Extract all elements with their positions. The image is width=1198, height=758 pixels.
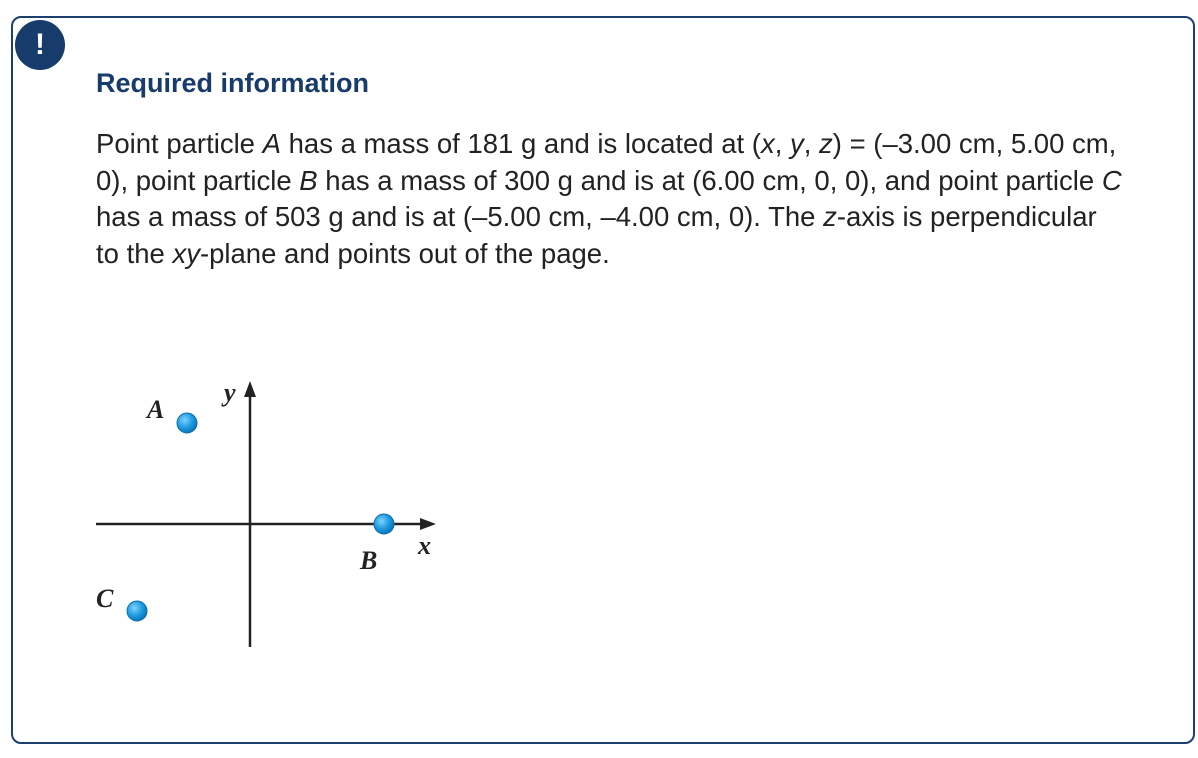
- particle-diagram: [90, 375, 450, 655]
- y-axis-arrowhead: [244, 381, 256, 397]
- particle-a-label: A: [147, 395, 165, 424]
- text-segment: -plane and points out of the page.: [199, 237, 610, 269]
- var-y: y: [790, 128, 804, 159]
- problem-statement: [96, 126, 1126, 272]
- x-axis-label: x: [418, 531, 431, 560]
- var-x: x: [760, 128, 775, 159]
- particle-b: [374, 514, 394, 534]
- y-axis-label: y: [224, 378, 236, 407]
- text-segment: ,: [803, 128, 820, 159]
- var-b: B: [299, 164, 318, 196]
- text-segment: has a mass of 300 g and is at (6.00 cm, 0, 0), and point particle: [317, 164, 1102, 196]
- text-segment: -axis is perpendicular to the: [96, 201, 1097, 269]
- particle-c: [127, 601, 147, 621]
- var-xy: xy: [172, 237, 200, 269]
- text-segment: has a mass of 503 g and is at (–5.00 cm, –4.00 cm, 0). The: [96, 201, 824, 232]
- text-segment: has a mass of 181 g and is located at (: [280, 128, 761, 159]
- var-a: A: [262, 128, 281, 159]
- section-heading: Required information: [96, 68, 370, 98]
- text-segment: Point particle: [96, 128, 263, 159]
- x-axis-arrowhead: [420, 518, 436, 530]
- var-z: z: [819, 128, 833, 159]
- var-c: C: [1101, 164, 1122, 196]
- particle-a: [177, 413, 197, 433]
- text-segment: ) = (–3.00 cm, 5.00 cm, 0), point particle: [96, 128, 1117, 196]
- text-segment: ,: [774, 128, 791, 159]
- alert-icon: !: [15, 20, 65, 70]
- particle-b-label: B: [360, 546, 378, 575]
- particle-c-label: C: [96, 584, 114, 613]
- var-z-axis: z: [823, 201, 837, 232]
